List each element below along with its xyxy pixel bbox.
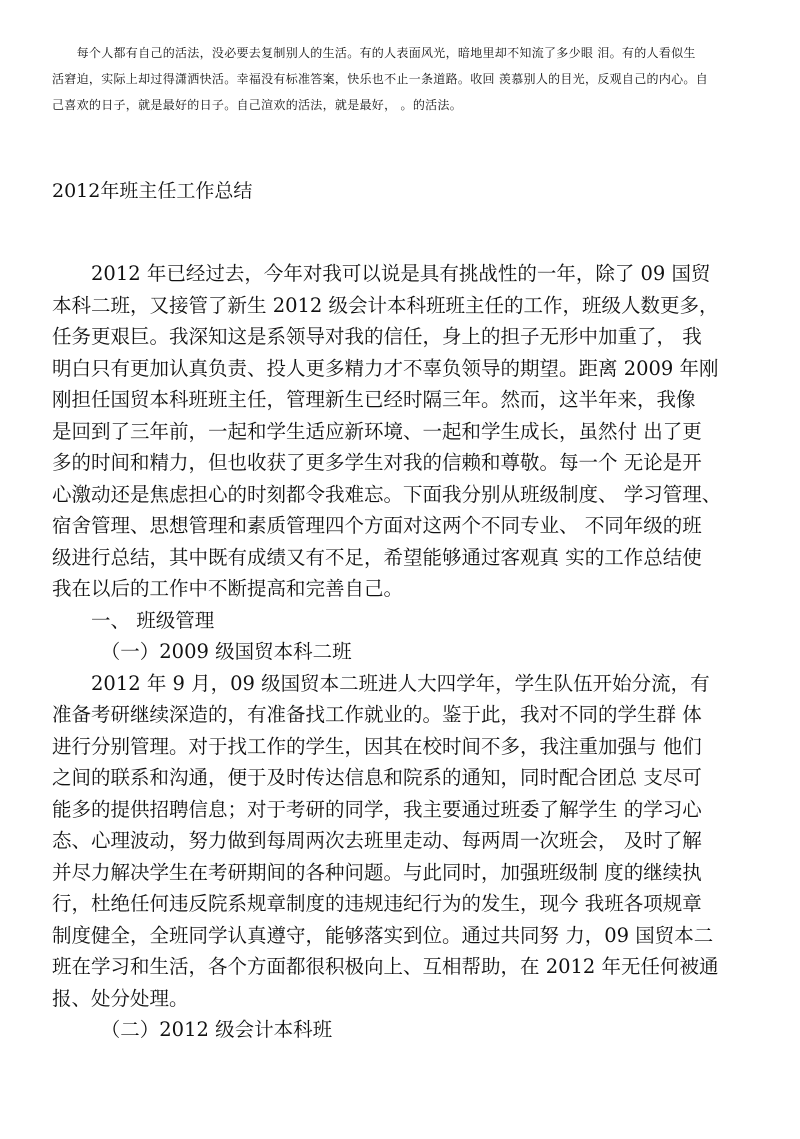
preface-paragraph (52, 40, 762, 118)
section-line: 制度健全，全班同学认真遵守，能够落实到位。通过共同努 力，09 国贸本二 (52, 923, 714, 947)
intro-line: 我在以后的工作中不断提高和完善自己。 (52, 577, 404, 600)
intro-line: 心激动还是焦虑担心的时刻都令我难忘。下面我分别从班级制度、 学习管理、 (52, 482, 722, 506)
intro-line: 是回到了三年前，一起和学生适应新环境、一起和学生成长，虽然付 出了更 (52, 419, 702, 443)
intro-line: 2012 年已经过去，今年对我可以说是具有挑战性的一年，除了 09 国贸 (52, 262, 711, 285)
intro-line: 多的时间和精力，但也收获了更多学生对我的信赖和尊敬。每一个 无论是开 (52, 451, 702, 474)
subsection-heading: （一）2009 级国贸本科二班 (52, 640, 352, 663)
section-line: 并尽力解决学生在考研期间的各种问题。与此同时，加强班级制 度的继续执 (52, 860, 702, 884)
intro-line: 级进行总结，其中既有成绩又有不足，希望能够通过客观真 实的工作总结使 (52, 545, 702, 569)
intro-line: 宿舍管理、思想管理和素质管理四个方面对这两个不同专业、 不同年级的班 (52, 514, 702, 537)
section-line: 2012 年 9 月，09 级国贸本二班进人大四学年，学生队伍开始分流，有 (52, 671, 710, 695)
section-line: 报、处分处理。 (52, 986, 189, 1010)
section-line: 态、心理波动，努力做到每周两次去班里走动、每两周一次班会， 及时了解 (52, 829, 702, 852)
section-line: 准备考研继续深造的，有准备找工作就业的。鉴于此，我对不同的学生群 体 (52, 703, 702, 726)
section-heading: 一、 班级管理 (52, 608, 215, 632)
section-line: 能多的提供招聘信息；对于考研的同学，我主要通过班委了解学生 的学习心 (52, 797, 702, 821)
document-title: 2012年班主任工作总结 (52, 180, 253, 202)
intro-line: 刚担任国贸本科班班主任，管理新生已经时隔三年。然而，这半年来，我像 (52, 388, 696, 411)
subsection-heading: （二）2012 级会计本科班 (52, 1018, 333, 1041)
intro-line: 任务更艰巨。我深知这是系领导对我的信任，身上的担子无形中加重了， 我 (52, 325, 702, 348)
document-body (52, 258, 772, 1046)
section-line: 进行分别管理。对于找工作的学生，因其在校时间不多，我注重加强与 他们 (52, 734, 702, 758)
section-line: 之间的联系和沟通，便于及时传达信息和院系的通知，同时配合团总 支尽可 (52, 766, 702, 789)
intro-line: 本科二班，又接管了新生 2012 级会计本科班班主任的工作，班级人数更多， (52, 293, 719, 317)
section-line: 行，杜绝任何违反院系规章制度的违规违纪行为的发生，现今 我班各项规章 (52, 892, 702, 915)
section-line: 班在学习和生活，各个方面都很积极向上、互相帮助，在 2012 年无任何被通 (52, 955, 719, 978)
preface-line: 活窘迫，实际上却过得潇洒快活。幸福没有标准答案，快乐也不止一条道路。收回 羡慕别人的目光，反观自己的内心。自 (52, 72, 709, 86)
intro-line: 明白只有更加认真负责、投人更多精力才不辜负领导的期望。距离 2009 年刚 (52, 356, 719, 380)
preface-line: 每个人都有自己的活法，没必要去复制别人的生活。有的人表面风光，暗地里却不知流了多少眼 泪。有的人看似生 (52, 46, 696, 60)
preface-line: 己喜欢的日子，就是最好的日子。自己渲欢的活法，就是最好， 。的活法。 (52, 98, 463, 112)
